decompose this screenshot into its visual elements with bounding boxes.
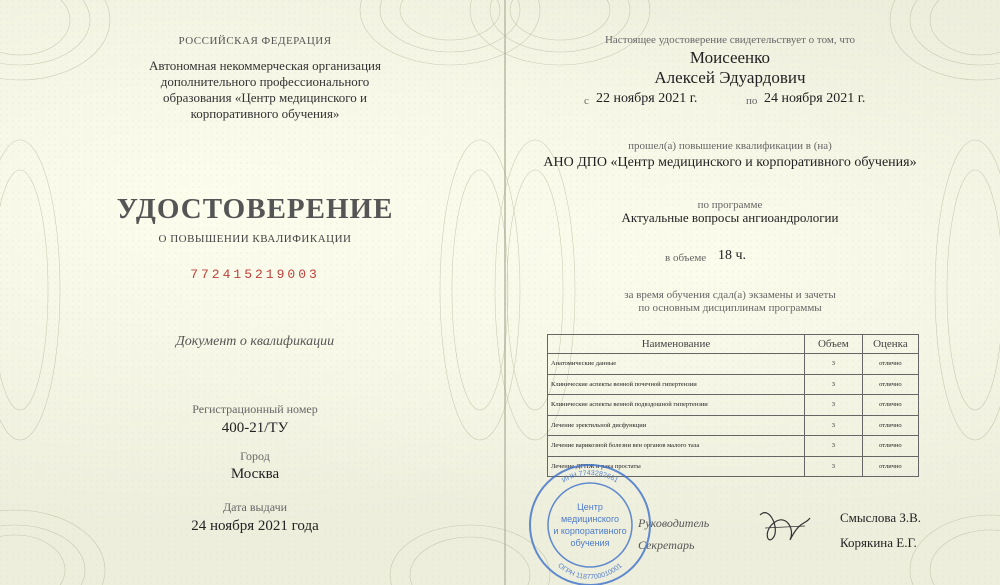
subject-grade: отлично [862,415,918,436]
secretary-name: Корякина Е.Г. [840,535,917,550]
city-label: Город [240,449,270,463]
passed-text: прошел(а) повышение квалификации в (на) [628,140,832,152]
from-label: с [584,95,589,107]
organization-short: АНО ДПО «Центр медицинского и корпоративного обучения» [543,155,917,170]
program-label: по программе [697,199,763,211]
subject-grade: отлично [862,456,918,477]
registration-label: Регистрационный номер [192,402,318,416]
table-row [548,354,919,375]
organization-stamp [525,460,655,585]
city-value: Москва [230,466,280,482]
grades-header-row [548,335,919,354]
stamp-line-1: Центр [577,502,603,512]
subject-hours: 3 [804,374,862,395]
svg-text:ОГРН 1187700010001 [556,562,623,581]
subject-hours: 3 [804,456,862,477]
document-type: Документ о квалификации [175,334,335,349]
subject-grade: отлично [862,354,918,375]
subject-name: Лечение варикозной болезни вен органов малого таза [548,436,805,457]
stamp-ring-bottom: ОГРН 1187700010001 [556,562,624,582]
to-date: 24 ноября 2021 г. [764,91,866,106]
intro-text: Настоящее удостоверение свидетельствует о том, что [604,34,856,46]
subject-grade: отлично [862,436,918,457]
subject-hours: 3 [804,436,862,457]
stamp-ring-top: ИНН 7743282661 [560,469,620,485]
subject-grade: отлично [862,374,918,395]
holder-name: Алексей Эдуардович [654,68,806,87]
volume-value: 18 ч. [718,248,747,263]
stamp-line-4: обучения [570,538,610,548]
table-row [548,415,919,436]
to-label: по [746,95,758,107]
grades-table [547,334,919,477]
header-volume: Объем [804,335,862,354]
subject-hours: 3 [804,354,862,375]
stamp-line-3: и корпоративного [553,526,627,536]
subject-grade: отлично [862,395,918,416]
stamp-line-2: медицинского [560,514,620,524]
subject-hours: 3 [804,395,862,416]
certificate-number: 772415219003 [190,267,320,282]
issue-date: 24 ноября 2021 года [191,518,319,534]
header-name: Наименование [548,335,805,354]
issue-date-label: Дата выдачи [222,500,288,514]
from-date: 22 ноября 2021 г. [596,91,698,106]
registration-number: 400-21/ТУ [221,420,289,436]
table-row [548,395,919,416]
certificate-title: УДОСТОВЕРЕНИЕ [116,193,394,225]
header-grade: Оценка [862,335,918,354]
table-row [548,374,919,395]
table-row [548,436,919,457]
subject-name: Анатомические данные [548,354,805,375]
head-signature [755,500,815,550]
subject-hours: 3 [804,415,862,436]
exams-line-2: по основным дисциплинам программы [638,302,822,314]
subject-name: Клинические аспекты венной почечной гипертензии [548,374,805,395]
subject-name: Клинические аспекты венной подвздошной гипертензии [548,395,805,416]
secretary-label: Секретарь [638,538,695,552]
holder-surname: Моисеенко [689,48,771,67]
organization-name: Автономная некоммерческая организация дополнительного профессионального образования «Центр медицинского и корпоративного обучения» [149,58,381,121]
subject-name: Лечение ДГПЖ и рака простаты [548,456,805,477]
exams-line-1: за время обучения сдал(а) экзамены и зачеты [624,289,836,301]
volume-label: в объеме [665,252,707,264]
certificate-subtitle: О ПОВЫШЕНИИ КВАЛИФИКАЦИИ [158,233,352,245]
federation-label: РОССИЙСКАЯ ФЕДЕРАЦИЯ [178,35,332,47]
program-name: Актуальные вопросы ангиоандрологии [621,210,839,225]
subject-name: Лечение эректильной дисфункции [548,415,805,436]
head-name: Смыслова З.В. [840,510,922,525]
head-label: Руководитель [638,516,710,530]
